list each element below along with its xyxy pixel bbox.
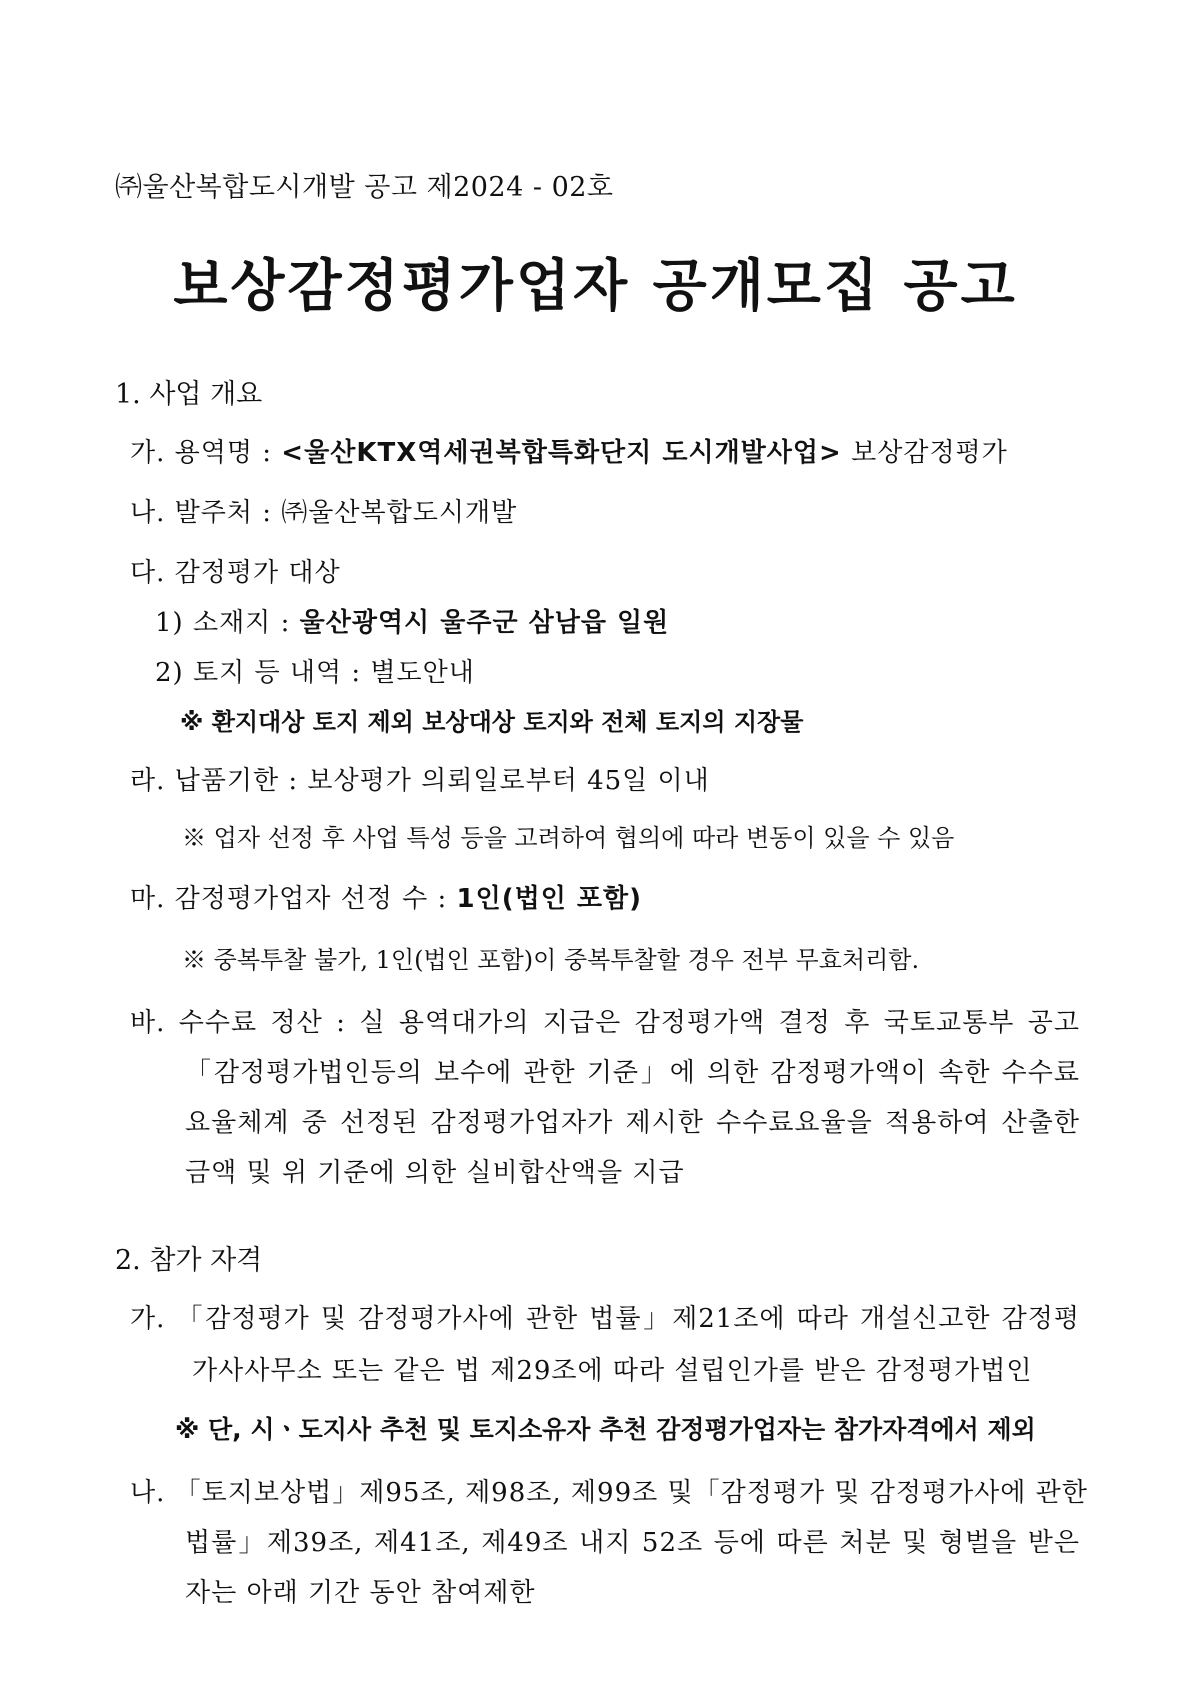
note-excluded-appraisers: ※ 단, 시ㆍ도지사 추천 및 토지소유자 추천 감정평가업자는 참가자격에서 제외 bbox=[175, 1415, 1036, 1444]
item-client: 나. 발주처 : ㈜울산복합도시개발 bbox=[130, 498, 518, 528]
qualification-na-line-3: 자는 아래 기간 동안 참여제한 bbox=[185, 1578, 536, 1608]
item-fee-line-1: 바. 수수료 정산 : 실 용역대가의 지급은 감정평가액 결정 후 국토교통부 공고 bbox=[130, 1008, 1080, 1038]
item-location-value: 울산광역시 울주군 삼남읍 일원 bbox=[299, 608, 670, 638]
section-1-heading: 1. 사업 개요 bbox=[115, 379, 263, 410]
note-duplicate-bid: ※ 중복투찰 불가, 1인(법인 포함)이 중복투찰할 경우 전부 무효처리함. bbox=[182, 946, 920, 974]
item-land-details: 2) 토지 등 내역 : 별도안내 bbox=[155, 658, 475, 688]
item-service-name bbox=[130, 432, 1008, 469]
section-2-heading: 2. 참가 자격 bbox=[115, 1245, 263, 1276]
page-title: 보상감정평가업자 공개모집 공고 bbox=[173, 254, 1018, 319]
item-location-label: 1) 소재지 : bbox=[155, 608, 300, 638]
item-service-name-value: <울산KTX역세권복합특화단지 도시개발사업> bbox=[281, 438, 842, 468]
item-selection-count-label: 마. 감정평가업자 선정 수 : bbox=[130, 884, 457, 914]
item-selection-count bbox=[130, 878, 642, 915]
item-delivery-deadline: 라. 납품기한 : 보상평가 의뢰일로부터 45일 이내 bbox=[130, 766, 710, 796]
qualification-ga-line-2: 가사사무소 또는 같은 법 제29조에 따라 설립인가를 받은 감정평가법인 bbox=[192, 1356, 1033, 1386]
note-target-scope: ※ 환지대상 토지 제외 보상대상 토지와 전체 토지의 지장물 bbox=[180, 708, 804, 736]
item-location bbox=[155, 602, 669, 639]
item-service-name-suffix: 보상감정평가 bbox=[841, 438, 1008, 468]
item-appraisal-target: 다. 감정평가 대상 bbox=[130, 558, 341, 588]
note-deadline-change: ※ 업자 선정 후 사업 특성 등을 고려하여 협의에 따라 변동이 있을 수 있음 bbox=[182, 824, 955, 852]
qualification-ga-line-1: 가. 「감정평가 및 감정평가사에 관한 법률」제21조에 따라 개설신고한 감정평 bbox=[130, 1304, 1080, 1334]
item-service-name-label: 가. 용역명 : bbox=[130, 438, 282, 468]
item-fee-line-4: 금액 및 위 기준에 의한 실비합산액을 지급 bbox=[185, 1158, 685, 1188]
qualification-na-line-2: 법률」제39조, 제41조, 제49조 내지 52조 등에 따른 처분 및 형벌을 받은 bbox=[185, 1528, 1080, 1558]
item-selection-count-value: 1인(법인 포함) bbox=[456, 884, 643, 914]
item-fee-line-3: 요율체계 중 선정된 감정평가업자가 제시한 수수료요율을 적용하여 산출한 bbox=[185, 1108, 1080, 1138]
item-fee-line-2: 「감정평가법인등의 보수에 관한 기준」에 의한 감정평가액이 속한 수수료 bbox=[185, 1058, 1080, 1088]
notice-number: ㈜울산복합도시개발 공고 제2024 - 02호 bbox=[115, 172, 614, 203]
qualification-na-line-1: 나. 「토지보상법」제95조, 제98조, 제99조 및「감정평가 및 감정평가사에 관한 bbox=[130, 1478, 1088, 1508]
